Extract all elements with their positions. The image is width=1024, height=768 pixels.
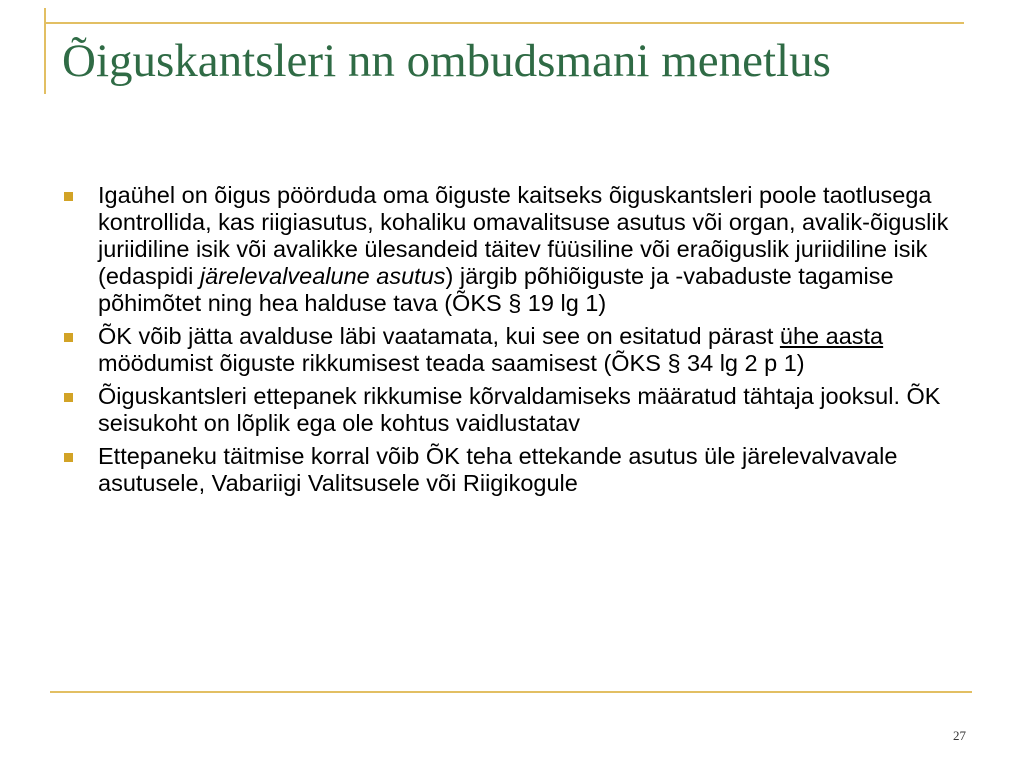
square-bullet-icon [64,192,73,201]
bullet-1-italic-term: järelevalvealune asutus [199,263,446,289]
bullet-2-text-start: ÕK võib jätta avalduse läbi vaatamata, kui see on esitatud pärast [98,323,780,349]
bullet-item-3 [62,383,962,437]
bullet-4-text: Ettepaneku täitmise korral võib ÕK teha ettekande asutus üle järelevalvavale asutusele, Vabariigi Valitsusele või Riigikogule [98,443,898,496]
bullet-2-underlined-term: ühe aasta [779,323,884,349]
page-number: 27 [953,728,966,743]
bullet-list [62,182,962,503]
top-divider [44,22,964,24]
square-bullet-icon [64,453,73,462]
square-bullet-icon [64,393,73,402]
square-bullet-icon [64,333,73,342]
bottom-divider [50,691,972,693]
bullet-1-text-end: ) järgib põhiõiguste ja -vabaduste tagamise põhimõtet ning hea halduse tava (ÕKS § 19 lg 1) [98,263,894,316]
bullet-3-text: Õiguskantsleri ettepanek rikkumise kõrvaldamiseks määratud tähtaja jooksul. ÕK seisukoht on lõplik ega ole kohtus vaidlustatav [98,383,941,436]
bullet-item-4 [62,443,962,497]
bullet-item-2 [62,323,962,377]
slide-title: Õiguskantsleri nn ombudsmani menetlus [62,35,831,87]
bullet-2-text-end: möödumist õiguste rikkumisest teada saamisest (ÕKS § 34 lg 2 p 1) [98,350,805,376]
bullet-item-1 [62,182,962,317]
left-accent-rule [44,8,46,94]
bullet-1-text-start: Igaühel on õigus pöörduda oma õiguste kaitseks õiguskantsleri poole taotlusega kontrollida, kas riigiasutus, kohaliku omavalitsuse asutus või organ, avalik-õiguslik juriidiline isik või avalikke ülesandeid täitev füüsiline või eraõiguslik juriidiline isik (edaspidi [98,182,949,289]
